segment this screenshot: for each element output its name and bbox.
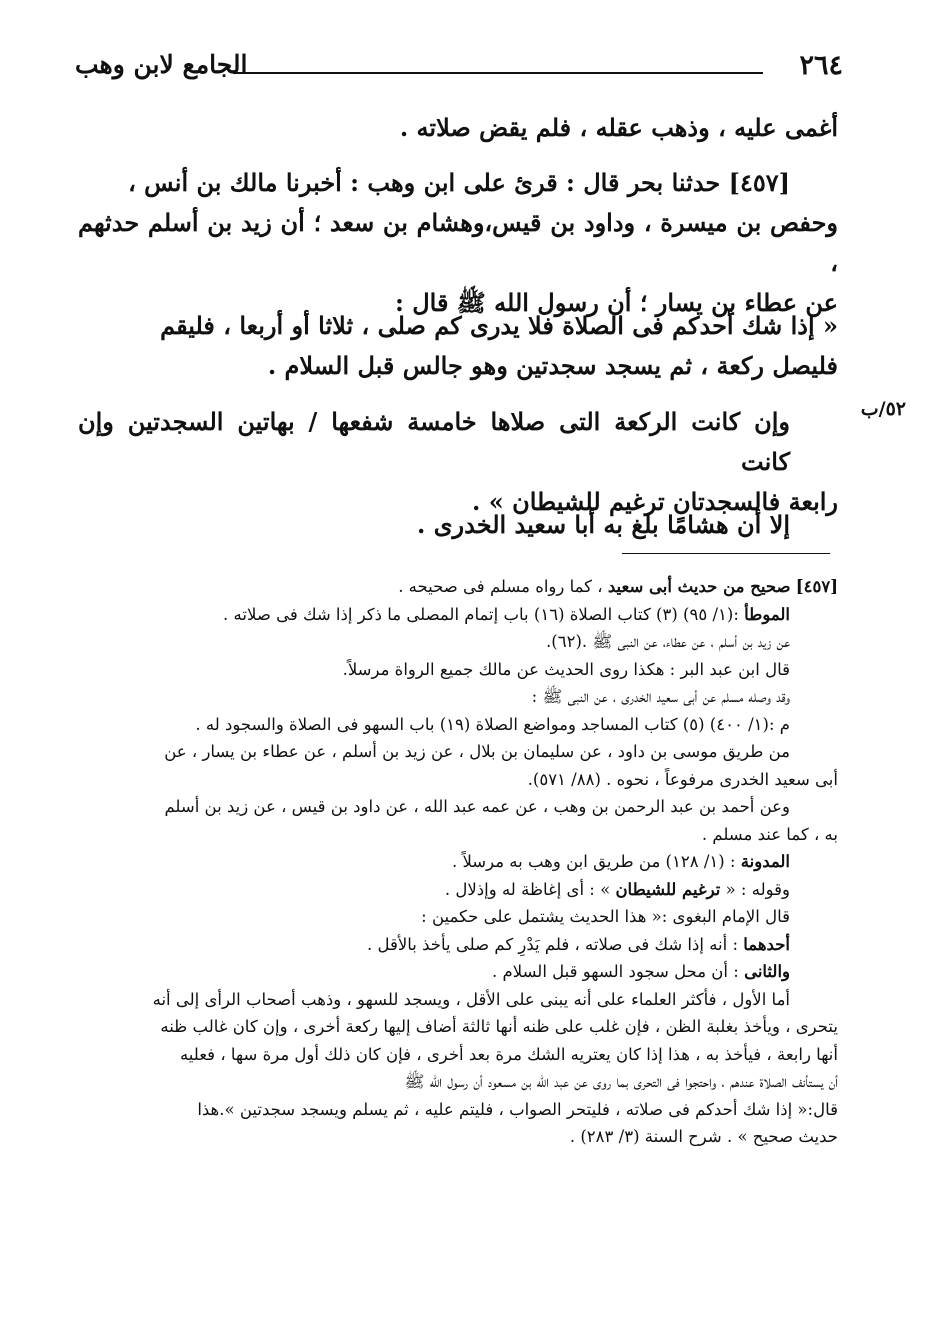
- bold-term: المدونة: [740, 852, 790, 871]
- footnote-line: قال:« إذا شك أحدكم فى صلاته ، فليتحر الصواب ، فليتم عليه ، ثم يسلم ويسجد سجدتين ».هذا: [197, 1099, 838, 1119]
- main-paragraph-1: [78, 108, 838, 148]
- footnote-line: أبى سعيد الخدرى مرفوعاً ، نحوه . (٨٨/ ٥٧١).: [527, 769, 838, 789]
- footnote-line: حديث صحيح » . شرح السنة (٣/ ٢٨٣) .: [569, 1127, 838, 1146]
- footnote-text: : (١/ ١٢٨) من طريق ابن وهب به مرسلاً .: [451, 852, 736, 871]
- text-line: عن عطاء بن يسار ؛ أن رسول الله ﷺ قال :: [394, 288, 838, 317]
- footnote-text: » : أى إغاظة له وإذلال .: [444, 879, 611, 899]
- text-line: وإن كانت الركعة التى صلاها خامسة شفعها / بهاتين السجدتين وإن كانت: [78, 407, 790, 476]
- header-rule: [233, 72, 763, 74]
- footnote-line: [78, 573, 838, 601]
- main-paragraph-hadith-457: [78, 163, 838, 323]
- footnote-line: [78, 848, 838, 876]
- running-header: [75, 50, 843, 90]
- text-line: [٤٥٧] حدثنا بحر قال : قرئ على ابن وهب : أخبرنا مالك بن أنس ،: [128, 168, 790, 197]
- footnote-line: وقد وصله مسلم عن أبى سعيد الخدرى ، عن النبى ﷺ :: [531, 687, 790, 706]
- footnote-line: أنها رابعة ، فيأخذ به ، هذا إذا كان يعتريه الشك مرة بعد أخرى ، فإن كان ذلك أول مرة سها ، فعليه: [179, 1044, 838, 1064]
- footnote-text: :(١/ ٩٥) (٣) كتاب الصلاة (١٦) باب إتمام المصلى ما ذكر إذا شك فى صلاته .: [223, 604, 739, 624]
- bold-term: الموطأ: [744, 604, 790, 624]
- footnotes: [78, 573, 838, 1151]
- text-line: وحفص بن ميسرة ، وداود بن قيس،وهشام بن سعد ؛ أن زيد بن أسلم حدثهم ،: [78, 208, 838, 277]
- footnote-line: وعن أحمد بن عبد الرحمن بن وهب ، عن عمه عبد الله ، عن داود بن قيس ، عن زيد بن أسلم: [164, 797, 790, 816]
- bold-term: أحدهما: [743, 934, 790, 954]
- page-number: ٢٦٤: [799, 50, 843, 81]
- footnote-line: عن زيد بن أسلم ، عن عطاء، عن النبى ﷺ .(٦٢).: [546, 632, 790, 651]
- footnote-text: : أن محل سجود السهو قبل السلام .: [492, 962, 739, 981]
- text-line: رابعة فالسجدتان ترغيم للشيطان » .: [472, 487, 838, 516]
- footnote-line: [78, 958, 838, 986]
- bold-term: صحيح من حديث أبى سعيد: [607, 577, 791, 596]
- footnote-text: وقوله : «: [725, 879, 790, 899]
- main-paragraph-3: [78, 306, 838, 386]
- bold-term: ترغيم للشيطان: [615, 879, 721, 899]
- footnote-line: به ، كما عند مسلم .: [701, 824, 838, 844]
- footnote-text: : أنه إذا شك فى صلاته ، فلم يَدْرِ كم صلى يأخذ بالأقل .: [367, 934, 739, 954]
- text-line: فليصل ركعة ، ثم يسجد سجدتين وهو جالس قبل السلام .: [267, 351, 838, 380]
- footnote-line: قال ابن عبد البر : هكذا روى الحديث عن مالك جميع الرواة مرسلاً.: [342, 659, 790, 679]
- text-line: أغمى عليه ، وذهب عقله ، فلم يقض صلاته .: [399, 113, 838, 142]
- margin-folio-note: ٥٢/ب: [860, 398, 906, 420]
- footnote-line: [78, 601, 838, 629]
- main-paragraph-5: [78, 505, 838, 545]
- footnote-line: أما الأول ، فأكثر العلماء على أنه يبنى على الأقل ، ويسجد للسهو ، وذهب أصحاب الرأى إلى أنه: [152, 989, 790, 1009]
- footnote-number: [٤٥٧]: [795, 577, 838, 596]
- footnote-line: قال الإمام البغوى :« هذا الحديث يشتمل على حكمين :: [421, 907, 790, 926]
- footnote-separator: [622, 553, 830, 554]
- main-paragraph-4: [78, 402, 838, 522]
- footnote-line: من طريق موسى بن داود ، عن سليمان بن بلال ، عن زيد بن أسلم ، عن عطاء بن يسار ، عن: [164, 742, 790, 761]
- bold-term: والثانى: [744, 962, 790, 981]
- book-title: الجامع لابن وهب: [75, 50, 248, 79]
- text-line: « إذا شك أحدكم فى الصلاة فلا يدرى كم صلى ، ثلاثا أو أربعا ، فليقم: [160, 311, 838, 340]
- footnote-line: أن يستأنف الصلاة عندهم ، واحتجوا فى التحرى بما روى عن عبد الله بن مسعود أن رسول الله ﷺ: [404, 1072, 838, 1091]
- text-line: إلا أن هشامًا بلغ به أبا سعيد الخدرى .: [417, 510, 790, 539]
- footnote-line: [78, 931, 838, 959]
- footnote-text: ، كما رواه مسلم فى صحيحه .: [398, 577, 603, 596]
- footnote-line: يتحرى ، ويأخذ بغلبة الظن ، فإن غلب على ظنه أنها ثالثة أضاف إليها ركعة أخرى ، وإن كان غالب ظنه: [160, 1017, 838, 1036]
- footnote-line: [78, 876, 838, 904]
- footnote-line: م :(١/ ٤٠٠) (٥) كتاب المساجد ومواضع الصلاة (١٩) باب السهو فى الصلاة والسجود له .: [195, 714, 790, 734]
